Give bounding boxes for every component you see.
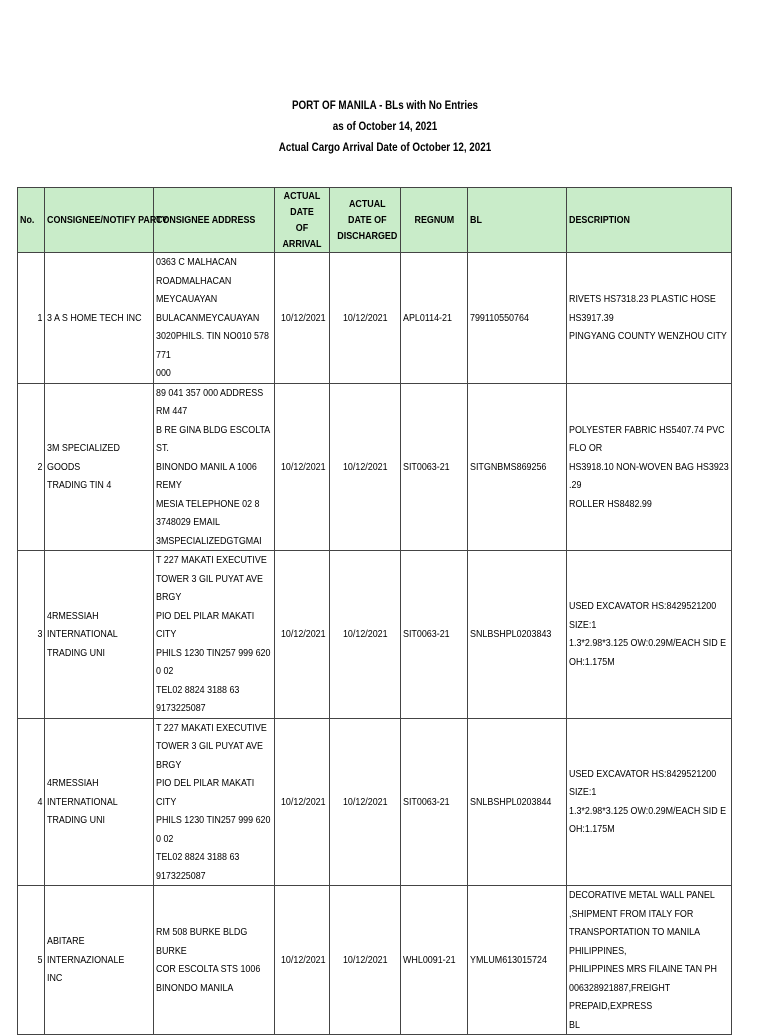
table-row [18,253,732,384]
row-address: 0363 C MALHACAN ROADMALHACAN MEYCAUAYAN BULACANMEYCAUAYAN 3020PHILS. TIN NO010 578 771 000 [154,253,275,384]
table-row [18,886,732,1035]
row-consignee: 4RMESSIAH INTERNATIONAL TRADING UNI [45,551,154,719]
row-no: 5 [18,886,45,1035]
col-header-regnum: REGNUM [401,188,468,253]
row-description: USED EXCAVATOR HS:8429521200 SIZE:1 1.3*2.98*3.125 OW:0.29M/EACH SID E OH:1.175M [567,551,732,719]
row-description: DECORATIVE METAL WALL PANEL ,SHIPMENT FROM ITALY FOR TRANSPORTATION TO MANILA PHILIPPINES, PHILIPPINES MRS FILAINE TAN PH 006328921887,FREIGHT PREPAID,EXPRESS BL [567,886,732,1035]
row-no: 4 [18,718,45,886]
row-address: T 227 MAKATI EXECUTIVE TOWER 3 GIL PUYAT AVE BRGY PIO DEL PILAR MAKATI CITY PHILS 1230 TIN257 999 620 0 02 TEL02 8824 3188 63 9173225087 [154,718,275,886]
table-header-row [18,188,732,253]
row-consignee: 4RMESSIAH INTERNATIONAL TRADING UNI [45,718,154,886]
row-address: T 227 MAKATI EXECUTIVE TOWER 3 GIL PUYAT AVE BRGY PIO DEL PILAR MAKATI CITY PHILS 1230 TIN257 999 620 0 02 TEL02 8824 3188 63 9173225087 [154,551,275,719]
document-header [0,95,770,158]
row-bl: SNLBSHPL0203844 [468,718,567,886]
row-consignee: 3 A S HOME TECH INC [45,253,154,384]
row-bl: SNLBSHPL0203843 [468,551,567,719]
bl-table [17,187,732,1035]
row-discharged-date: 10/12/2021 [330,718,401,886]
row-regnum: SIT0063-21 [401,383,468,551]
row-discharged-date: 10/12/2021 [330,383,401,551]
row-bl: 799110550764 [468,253,567,384]
row-address: RM 508 BURKE BLDG BURKE COR ESCOLTA STS 1006 BINONDO MANILA [154,886,275,1035]
row-arrival-date: 10/12/2021 [275,253,330,384]
as-of-date: as of October 14, 2021 [332,119,438,133]
row-bl: YMLUM613015724 [468,886,567,1035]
col-header-discharged: ACTUAL DATE OF DISCHARGED [330,188,401,253]
row-no: 1 [18,253,45,384]
row-regnum: APL0114-21 [401,253,468,384]
row-description: RIVETS HS7318.23 PLASTIC HOSE HS3917.39 PINGYANG COUNTY WENZHOU CITY [567,253,732,384]
row-regnum: WHL0091-21 [401,886,468,1035]
col-header-address: CONSIGNEE ADDRESS [154,188,275,253]
row-arrival-date: 10/12/2021 [275,551,330,719]
row-arrival-date: 10/12/2021 [275,383,330,551]
row-arrival-date: 10/12/2021 [275,718,330,886]
row-consignee: ABITARE INTERNAZIONALE INC [45,886,154,1035]
row-description: POLYESTER FABRIC HS5407.74 PVC FLO OR HS3918.10 NON-WOVEN BAG HS3923 .29 ROLLER HS8482.99 [567,383,732,551]
row-bl: SITGNBMS869256 [468,383,567,551]
table-row [18,383,732,551]
document-title: PORT OF MANILA - BLs with No Entries [291,98,479,112]
row-description: USED EXCAVATOR HS:8429521200 SIZE:1 1.3*2.98*3.125 OW:0.29M/EACH SID E OH:1.175M [567,718,732,886]
row-regnum: SIT0063-21 [401,718,468,886]
row-no: 2 [18,383,45,551]
col-header-bl: BL [468,188,567,253]
row-discharged-date: 10/12/2021 [330,551,401,719]
col-header-no: No. [18,188,45,253]
row-no: 3 [18,551,45,719]
col-header-arrival: ACTUAL DATE OF ARRIVAL [275,188,330,253]
row-arrival-date: 10/12/2021 [275,886,330,1035]
row-address: 89 041 357 000 ADDRESS RM 447 B RE GINA BLDG ESCOLTA ST. BINONDO MANIL A 1006 REMY MESIA TELEPHONE 02 8 3748029 EMAIL 3MSPECIALIZEDGTGMAI [154,383,275,551]
col-header-consignee: CONSIGNEE/NOTIFY PARTY [45,188,154,253]
table-row [18,718,732,886]
row-regnum: SIT0063-21 [401,551,468,719]
col-header-description: DESCRIPTION [567,188,732,253]
row-discharged-date: 10/12/2021 [330,253,401,384]
row-consignee: 3M SPECIALIZED GOODS TRADING TIN 4 [45,383,154,551]
arrival-date-subtitle: Actual Cargo Arrival Date of October 12, 2021 [278,140,492,154]
table-row [18,551,732,719]
row-discharged-date: 10/12/2021 [330,886,401,1035]
